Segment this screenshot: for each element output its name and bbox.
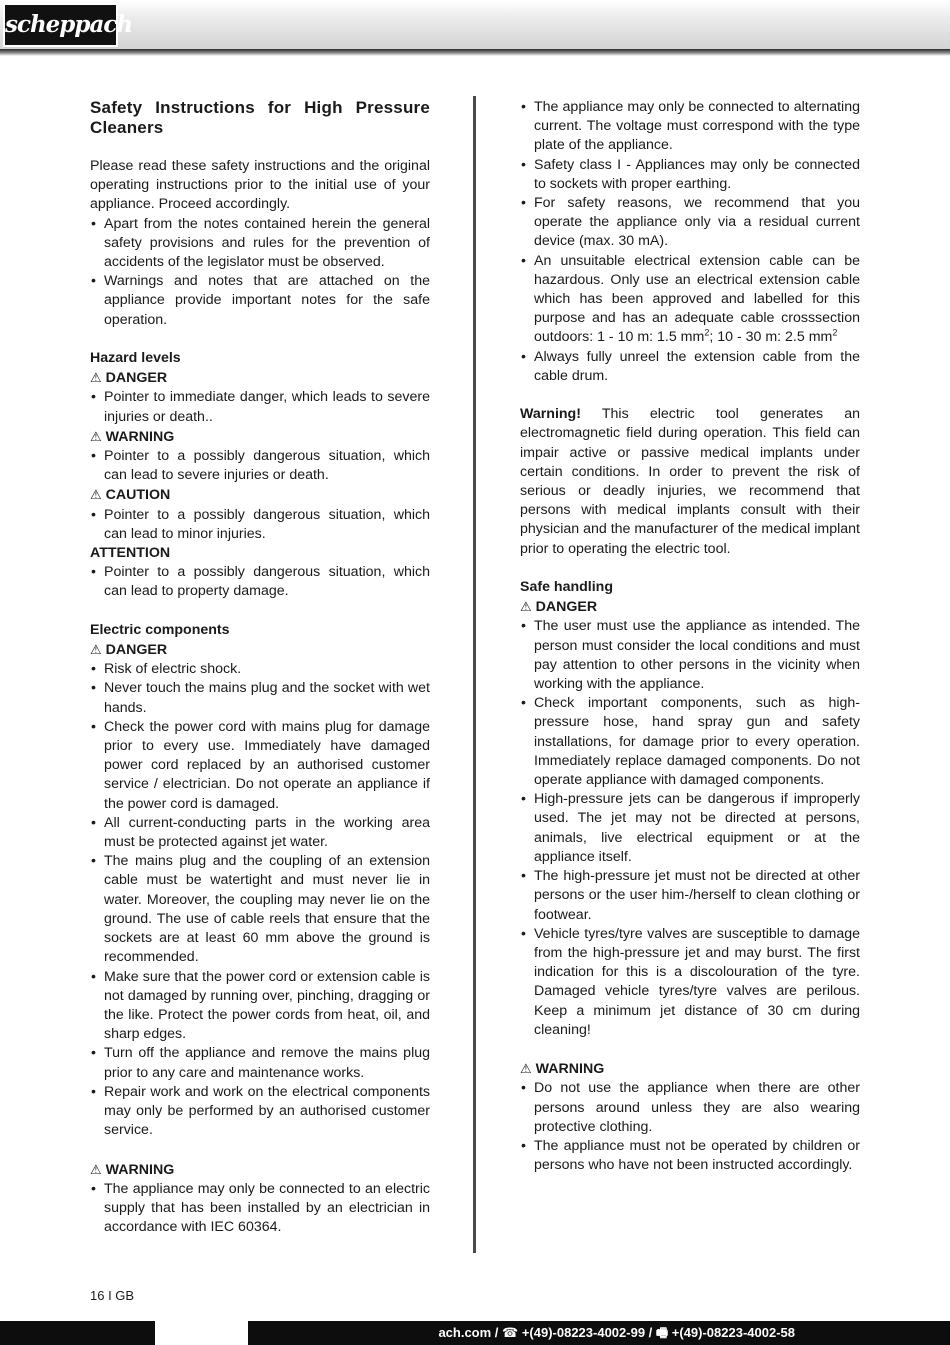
list-item: • An unsuitable electrical extension cable can be hazardous. Only use an electrical extension cable which has been approved and labelled for this purpose and has an adequate cable crosssection outdoors: 1 - 10 m: 1.5 $mm^2$; 10 - 30 m: 2.5 $mm^2$: [520, 252, 860, 348]
attention-label: ATTENTION: [90, 545, 171, 562]
list-item: • Pointer to immediate danger, which leads to severe injuries or death..: [90, 388, 430, 426]
warning-label: ⚠ WARNING: [520, 1061, 605, 1078]
list-item: • The high-pressure jet must not be directed at other persons or the user him-/herself to clean clothing or footwear.: [520, 867, 860, 925]
list-item: • The appliance must not be operated by children or persons who have not been instructed accordingly.: [520, 1137, 860, 1175]
list-item: • Apart from the notes contained herein the general safety provisions and rules for the prevention of accidents of the legislator must be observed.: [90, 215, 430, 273]
safe-handling-heading: Safe handling: [520, 579, 614, 596]
page-title: Safety Instructions for High Pressure Cleaners: [90, 98, 430, 137]
right-column: [520, 98, 860, 1175]
caution-label: ⚠ CAUTION: [90, 487, 171, 504]
scheppach-logo: scheppach: [3, 3, 118, 47]
column-divider: [473, 96, 476, 1253]
electric-list: [90, 660, 430, 1140]
list-item: • Warnings and notes that are attached on the appliance provide important notes for the safe operation.: [90, 272, 430, 330]
warning-triangle-icon: ⚠: [90, 428, 102, 444]
emf-warning-paragraph: Warning! This electric tool generates an electromagnetic field during operation. This field can impair active or passive medical implants under certain conditions. In order to prevent the risk of serious or deadly injuries, we recommend that persons with medical implants consult with their physician and the manufacturer of the medical implant prior to operating the electric tool.: [520, 406, 860, 557]
list-item: • Check the power cord with mains plug for damage prior to every use. Immediately have damaged power cord replaced by an authorised customer service / electrician. Do not operate an appliance if the power cord is damaged.: [90, 718, 430, 814]
intro-paragraph: Please read these safety instructions and the original operating instructions prior to the initial use of your appliance. Proceed accordingly.: [90, 158, 430, 213]
list-item: • For safety reasons, we recommend that you operate the appliance only via a residual current device (max. 30 mA).: [520, 194, 860, 252]
list-item: • Pointer to a possibly dangerous situation, which can lead to minor injuries.: [90, 506, 430, 544]
warning-triangle-icon: ⚠: [90, 1161, 102, 1177]
safe-handling-list: [520, 617, 860, 1039]
page-number: 16 I GB: [90, 1288, 135, 1303]
warning-triangle-icon: ⚠: [90, 642, 102, 658]
list-item: • The user must use the appliance as intended. The person must consider the local conditions and must pay attention to other persons in the vicinity when working with the appliance.: [520, 617, 860, 694]
left-column: [90, 98, 430, 1237]
list-item: • The mains plug and the coupling of an extension cable must be watertight and must never lie in water. Moreover, the coupling may never lie on the ground. The use of cable reels that ensure that the sockets are at least 60 mm above the ground is recommended.: [90, 852, 430, 967]
list-item: • Vehicle tyres/tyre valves are susceptible to damage from the high-pressure jet and may burst. The first indication for this is a discolouration of the tyre. Damaged vehicle tyres/tyre valves are perilous. Keep a minimum jet distance of 30 cm during cleaning!: [520, 925, 860, 1040]
list-item: • The appliance may only be connected to alternating current. The voltage must correspond with the type plate of the appliance.: [520, 98, 860, 156]
list-item: • Never touch the mains plug and the socket with wet hands.: [90, 679, 430, 717]
list-item: • Check important components, such as high-pressure hose, hand spray gun and safety installations, for damage prior to every operation. Immediately replace damaged components. Do not operate appliance with damaged components.: [520, 694, 860, 790]
warning-label: ⚠ WARNING: [90, 428, 175, 445]
hazard-levels-heading: Hazard levels: [90, 350, 181, 367]
list-item: • High-pressure jets can be dangerous if improperly used. The jet may not be directed at persons, animals, live electrical equipment or at the appliance itself.: [520, 790, 860, 867]
electric-components-heading: Electric components: [90, 621, 230, 638]
warning-triangle-icon: ⚠: [520, 599, 532, 615]
list-item: • Pointer to a possibly dangerous situation, which can lead to property damage.: [90, 563, 430, 601]
list-item: • Risk of electric shock.: [90, 660, 430, 679]
list-item: • Repair work and work on the electrical components may only be performed by an authorised customer service.: [90, 1083, 430, 1141]
danger-label: ⚠ DANGER: [90, 642, 168, 659]
warning-triangle-icon: ⚠: [90, 370, 102, 386]
list-item: • Do not use the appliance when there are other persons around unless they are also wearing protective clothing.: [520, 1079, 860, 1137]
header-bar: [0, 0, 950, 50]
header-divider: [0, 49, 950, 56]
list-item: • Always fully unreel the extension cable from the cable drum.: [520, 348, 860, 386]
list-item: • Make sure that the power cord or extension cable is not damaged by running over, pinching, dragging or the like. Protect the power cords from heat, oil, and sharp edges.: [90, 968, 430, 1045]
footer-white-block: [155, 1321, 248, 1345]
list-item: • The appliance may only be connected to an electric supply that has been installed by an electrician in accordance with IEC 60364.: [90, 1180, 430, 1238]
intro-list: [90, 215, 430, 330]
footer-contact: ach.com / ☎ +(49)-08223-4002-99 / 🖷 +(49)-08223-4002-58: [438, 1325, 795, 1340]
warning-triangle-icon: ⚠: [90, 487, 102, 503]
warning-triangle-icon: ⚠: [520, 1061, 532, 1077]
danger-label: ⚠ DANGER: [90, 370, 168, 387]
list-item: • Turn off the appliance and remove the mains plug prior to any care and maintenance works.: [90, 1044, 430, 1082]
electric-continued-list: [520, 98, 860, 386]
list-item: • Safety class I - Appliances may only be connected to sockets with proper earthing.: [520, 156, 860, 194]
danger-label: ⚠ DANGER: [520, 599, 598, 616]
list-item: • All current-conducting parts in the working area must be protected against jet water.: [90, 814, 430, 852]
safe-warning-list: [520, 1079, 860, 1175]
warning-label: ⚠ WARNING: [90, 1161, 175, 1178]
list-item: • Pointer to a possibly dangerous situation, which can lead to severe injuries or death.: [90, 447, 430, 485]
